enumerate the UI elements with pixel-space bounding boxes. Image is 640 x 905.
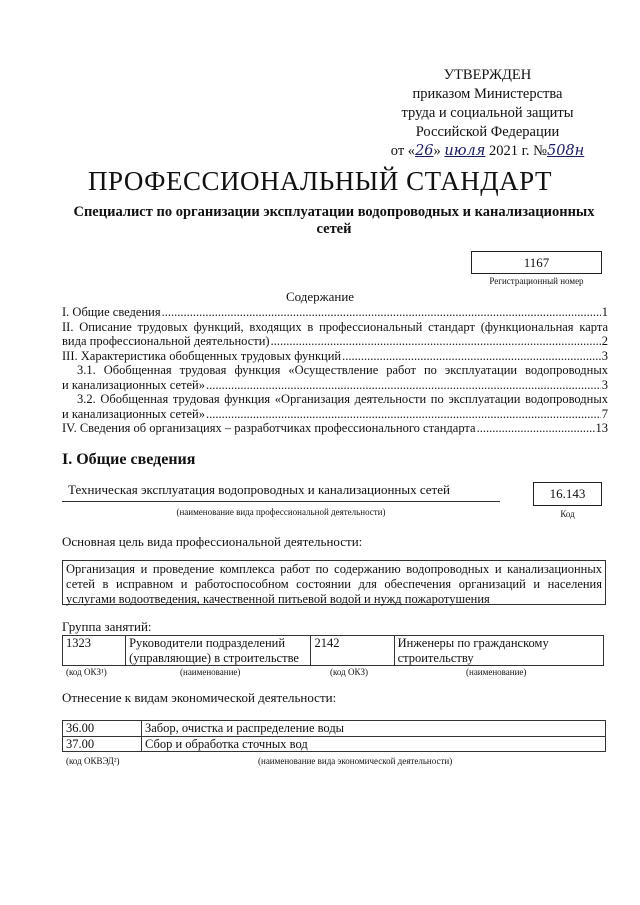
- toc-heading: Содержание: [285, 289, 355, 304]
- table-row: [63, 736, 606, 752]
- toc-item-text-cont: вида профессиональной деятельности): [62, 334, 270, 348]
- toc-item[interactable]: [62, 363, 608, 392]
- activity-code-box: 16.143: [533, 482, 602, 506]
- toc-item-page: 1: [601, 305, 608, 319]
- toc-item[interactable]: [62, 349, 608, 364]
- toc-item-text-cont: и канализационных сетей»: [62, 377, 205, 392]
- toc-item-page: 3: [601, 348, 608, 363]
- divider: [62, 501, 500, 502]
- approval-block: [370, 66, 605, 161]
- toc-item[interactable]: [62, 421, 608, 436]
- okved-code-cell: 36.00: [63, 721, 142, 737]
- occupation-group-label: Группа занятий:: [62, 619, 152, 634]
- occ-caption-code-2: (код ОКЗ): [330, 667, 368, 677]
- toc-item[interactable]: [62, 305, 608, 320]
- approval-title: УТВЕРЖДЕН: [443, 67, 532, 83]
- occ-caption-name: (наименование): [180, 667, 241, 677]
- goal-text-box: Организация и проведение комплекса работ по содержанию водопроводных и канализационных сетей в исправном и работоспособном состоянии для обеспечения организаций и населения услугами водоотведения, качественной питьевой водой и нужд пожаротушения: [62, 560, 606, 605]
- occ-caption-name-2: (наименование): [466, 667, 527, 677]
- date-prefix: от «: [390, 143, 416, 159]
- table-row: [63, 636, 604, 666]
- econ-activity-label: Отнесение к видам экономической деятельности:: [62, 690, 337, 705]
- approval-number: 508н: [546, 143, 585, 159]
- toc-item-page: 3: [601, 377, 608, 392]
- econ-activity-table: [62, 720, 606, 752]
- registration-number-label: Регистрационный номер: [489, 276, 584, 286]
- table-row: [63, 721, 606, 737]
- toc-item-text: II. Описание трудовых функций, входящих в профессиональный стандарт (функциональная карта: [62, 319, 608, 334]
- registration-number-box: 1167: [471, 251, 602, 274]
- okved-code-cell: 37.00: [63, 736, 142, 752]
- econ-caption-name: (наименование вида экономической деятельности): [258, 756, 453, 766]
- approval-line-4: Российской Федерации: [415, 124, 560, 140]
- activity-caption: (наименование вида профессиональной деятельности): [176, 507, 386, 517]
- okved-name-cell: Сбор и обработка сточных вод: [142, 736, 606, 752]
- occupation-table: [62, 635, 604, 666]
- occ-caption-code: (код ОКЗ¹): [66, 667, 107, 677]
- toc-item-page: 2: [601, 334, 608, 348]
- activity-name: Техническая эксплуатация водопроводных и канализационных сетей: [68, 482, 450, 497]
- toc-item-page: 13: [595, 421, 608, 435]
- approval-date-line: [370, 142, 605, 161]
- occ-code-cell: 1323: [63, 636, 126, 666]
- toc-item-text: I. Общие сведения: [62, 305, 161, 319]
- toc-item[interactable]: [62, 320, 608, 349]
- toc-item[interactable]: [62, 392, 608, 421]
- toc-item-text-cont: и канализационных сетей»: [62, 406, 205, 421]
- section-heading: I. Общие сведения: [62, 451, 196, 468]
- document-title: ПРОФЕССИОНАЛЬНЫЙ СТАНДАРТ: [87, 166, 553, 196]
- approval-line-3: труда и социальной защиты: [401, 105, 574, 121]
- date-year: 2021 г. №: [485, 143, 547, 159]
- toc-item-text: 3.1. Обобщенная трудовая функция «Осуществление работ по эксплуатации водопроводных: [77, 363, 608, 377]
- approval-month: июля: [444, 143, 486, 159]
- okved-name-cell: Забор, очистка и распределение воды: [142, 721, 606, 737]
- occ-name-cell: Руководители подразделений (управляющие) в строительстве: [126, 636, 311, 666]
- activity-code-caption: Код: [560, 509, 575, 519]
- econ-caption-code: (код ОКВЭД²): [66, 756, 120, 766]
- toc-item-text: IV. Сведения об организациях – разработчиках профессионального стандарта: [62, 421, 476, 435]
- approval-line-2: приказом Министерства: [412, 86, 563, 102]
- occ-name-cell: Инженеры по гражданскому строительству: [394, 636, 603, 666]
- date-mid: »: [433, 143, 445, 159]
- goal-label: Основная цель вида профессиональной деятельности:: [62, 534, 363, 549]
- toc-item-text: 3.2. Обобщенная трудовая функция «Организация деятельности по эксплуатации водопроводных: [77, 392, 608, 406]
- toc-item-text: III. Характеристика обобщенных трудовых функций: [62, 348, 342, 363]
- occ-code-cell: 2142: [311, 636, 394, 666]
- toc-item-page: 7: [601, 406, 608, 421]
- table-of-contents: [62, 305, 608, 436]
- approval-day: 26: [415, 143, 434, 159]
- document-subtitle: Специалист по организации эксплуатации водопроводных и канализационных сетей: [73, 204, 595, 237]
